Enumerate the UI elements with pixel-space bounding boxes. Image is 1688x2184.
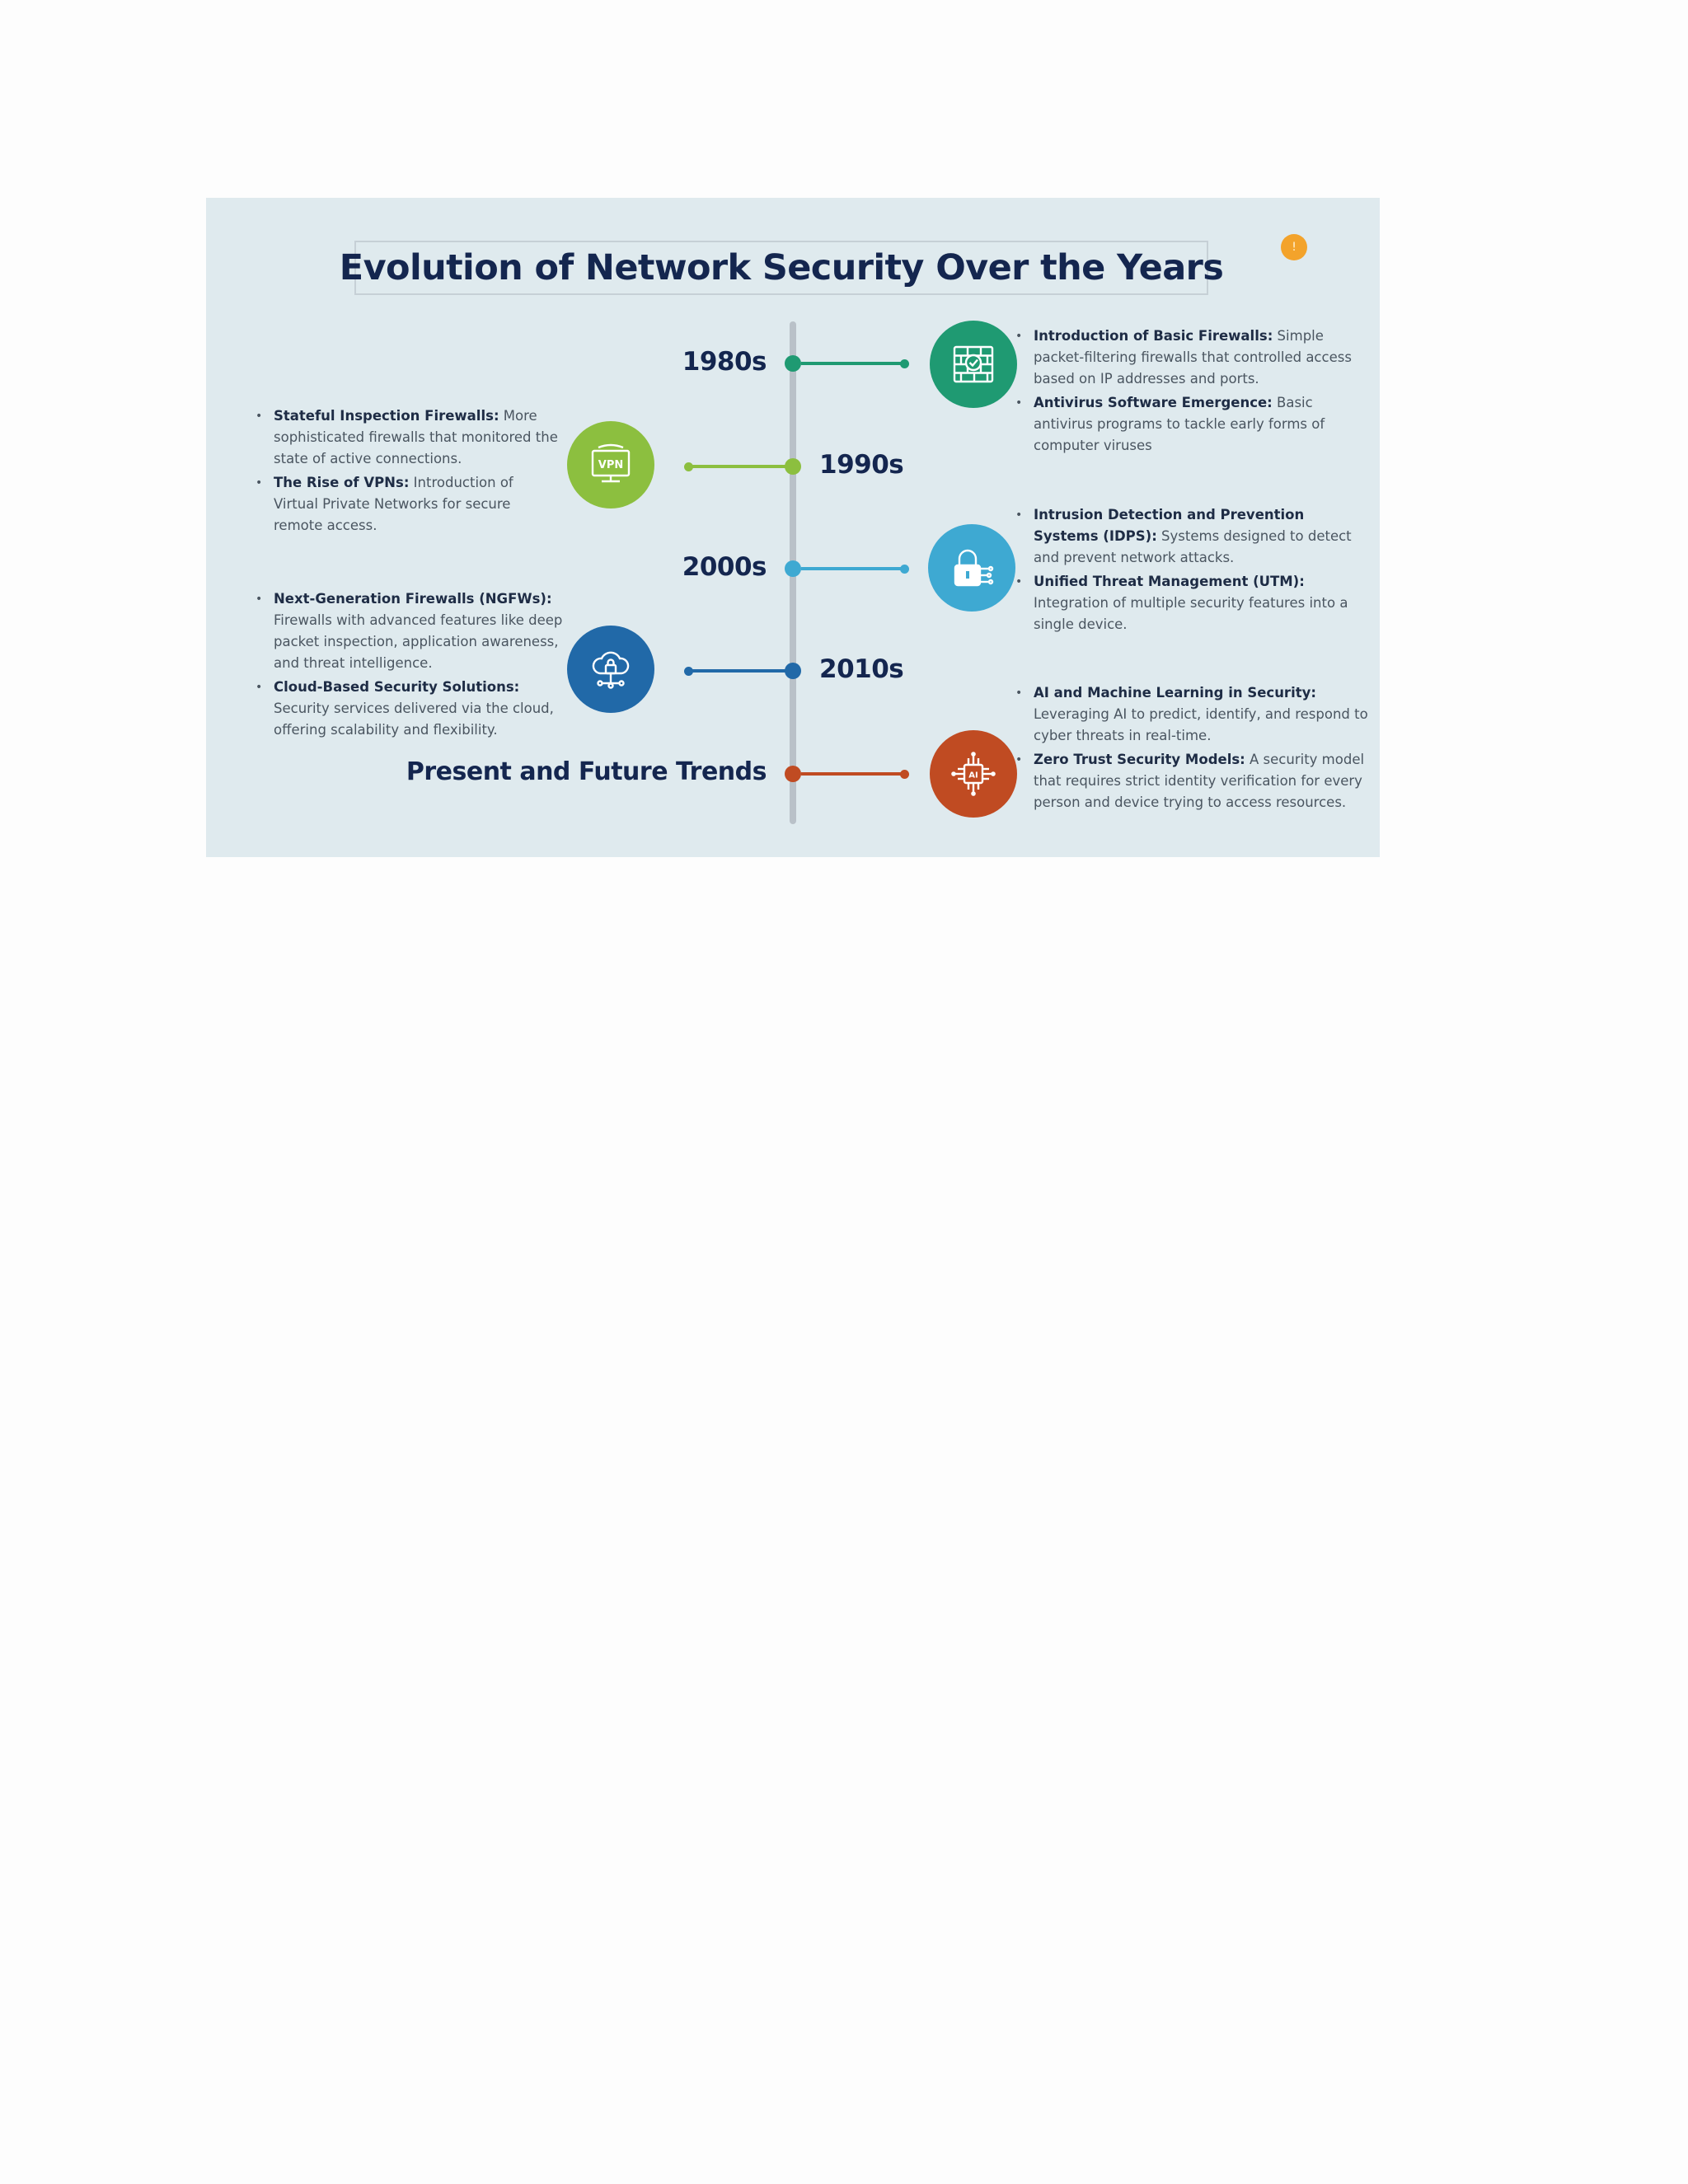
item-text: Simple packet-filtering firewalls that controlled access based on IP addresses and ports. bbox=[1034, 328, 1352, 387]
connector-1990s bbox=[687, 465, 786, 468]
connector-present bbox=[801, 772, 903, 776]
timeline-dot-1980s bbox=[785, 355, 801, 372]
list-item bbox=[1015, 682, 1370, 747]
item-sep: : bbox=[1151, 528, 1157, 544]
badge-icon bbox=[1281, 234, 1307, 260]
connector-end-2000s bbox=[900, 565, 909, 574]
list-item bbox=[1015, 504, 1370, 569]
item-text: More sophisticated firewalls that monitored the state of active connections. bbox=[274, 408, 558, 466]
item-sep: : bbox=[1299, 574, 1305, 589]
ai-icon-label: AI bbox=[968, 771, 978, 780]
item-sep: : bbox=[1311, 685, 1316, 701]
timeline-dot-2010s bbox=[785, 663, 801, 679]
item-text: Basic antivirus programs to tackle early forms of computer viruses bbox=[1034, 395, 1325, 453]
item-text: Integration of multiple security features into a single device. bbox=[1034, 595, 1348, 632]
item-text: A security model that requires strict identity verification for every person and device trying to access resources. bbox=[1034, 752, 1365, 810]
era-label-2010s: 2010s bbox=[819, 654, 904, 684]
bullet-list-1990s bbox=[256, 405, 560, 539]
item-text: Security services delivered via the cloud, offering scalability and flexibility. bbox=[274, 701, 554, 738]
list-item bbox=[1015, 326, 1362, 390]
list-item bbox=[256, 677, 569, 741]
list-item bbox=[1015, 749, 1370, 813]
item-text: Firewalls with advanced features like deep packet inspection, application awareness, and threat intelligence. bbox=[274, 612, 563, 671]
vpn-monitor-icon bbox=[567, 421, 654, 509]
connector-end-present bbox=[900, 770, 909, 779]
bullet-list-2000s bbox=[1015, 504, 1370, 638]
era-label-1990s: 1990s bbox=[819, 450, 904, 480]
item-sep: : bbox=[546, 591, 552, 607]
item-sep: : bbox=[1240, 752, 1245, 767]
list-item bbox=[1015, 571, 1370, 635]
era-label-2000s: 2000s bbox=[682, 552, 767, 582]
item-term: AI and Machine Learning in Security bbox=[1034, 685, 1311, 701]
connector-2010s bbox=[687, 669, 786, 673]
firewall-brick-wall-icon bbox=[930, 321, 1017, 408]
timeline-dot-1990s bbox=[785, 458, 801, 475]
list-item bbox=[256, 472, 560, 537]
item-term: Unified Threat Management (UTM) bbox=[1034, 574, 1300, 589]
list-item bbox=[1015, 392, 1362, 457]
list-item bbox=[256, 588, 569, 674]
era-label-present: Present and Future Trends bbox=[406, 757, 767, 786]
item-sep: : bbox=[1267, 328, 1273, 344]
item-term: Cloud-Based Security Solutions bbox=[274, 679, 514, 695]
item-sep: : bbox=[493, 408, 499, 424]
ai-chip-icon bbox=[930, 730, 1017, 818]
item-text: Introduction of Virtual Private Networks for secure remote access. bbox=[274, 475, 513, 533]
timeline-dot-present bbox=[785, 766, 801, 782]
item-text: Leveraging AI to predict, identify, and respond to cyber threats in real-time. bbox=[1034, 706, 1368, 743]
item-term: Zero Trust Security Models bbox=[1034, 752, 1240, 767]
item-term: Intrusion Detection and Prevention Systems (IDPS) bbox=[1034, 507, 1305, 544]
item-term: Stateful Inspection Firewalls bbox=[274, 408, 494, 424]
era-label-1980s: 1980s bbox=[682, 347, 767, 377]
item-sep: : bbox=[1267, 395, 1273, 410]
item-sep: : bbox=[513, 679, 520, 695]
item-term: Next-Generation Firewalls (NGFWs) bbox=[274, 591, 546, 607]
padlock-circuit-icon bbox=[928, 524, 1015, 612]
item-term: Antivirus Software Emergence bbox=[1034, 395, 1268, 410]
list-item bbox=[256, 405, 560, 470]
item-term: Introduction of Basic Firewalls bbox=[1034, 328, 1268, 344]
item-term: The Rise of VPNs bbox=[274, 475, 404, 490]
timeline-dot-2000s bbox=[785, 560, 801, 577]
badge-label: ! bbox=[1292, 241, 1296, 254]
cloud-security-icon bbox=[567, 626, 654, 713]
bullet-list-1980s bbox=[1015, 326, 1362, 459]
bullet-list-present bbox=[1015, 682, 1370, 816]
connector-2000s bbox=[801, 567, 903, 570]
connector-end-1990s bbox=[684, 462, 693, 471]
item-sep: : bbox=[403, 475, 410, 490]
bullet-list-2010s bbox=[256, 588, 569, 743]
vpn-icon-label: VPN bbox=[598, 459, 624, 471]
page-title: Evolution of Network Security Over the Years bbox=[339, 247, 1224, 288]
connector-end-1980s bbox=[900, 359, 909, 368]
connector-1980s bbox=[801, 362, 903, 365]
item-text: Systems designed to detect and prevent network attacks. bbox=[1034, 528, 1352, 565]
title-box bbox=[339, 241, 1224, 295]
connector-end-2010s bbox=[684, 667, 693, 676]
infographic-panel bbox=[206, 198, 1380, 857]
